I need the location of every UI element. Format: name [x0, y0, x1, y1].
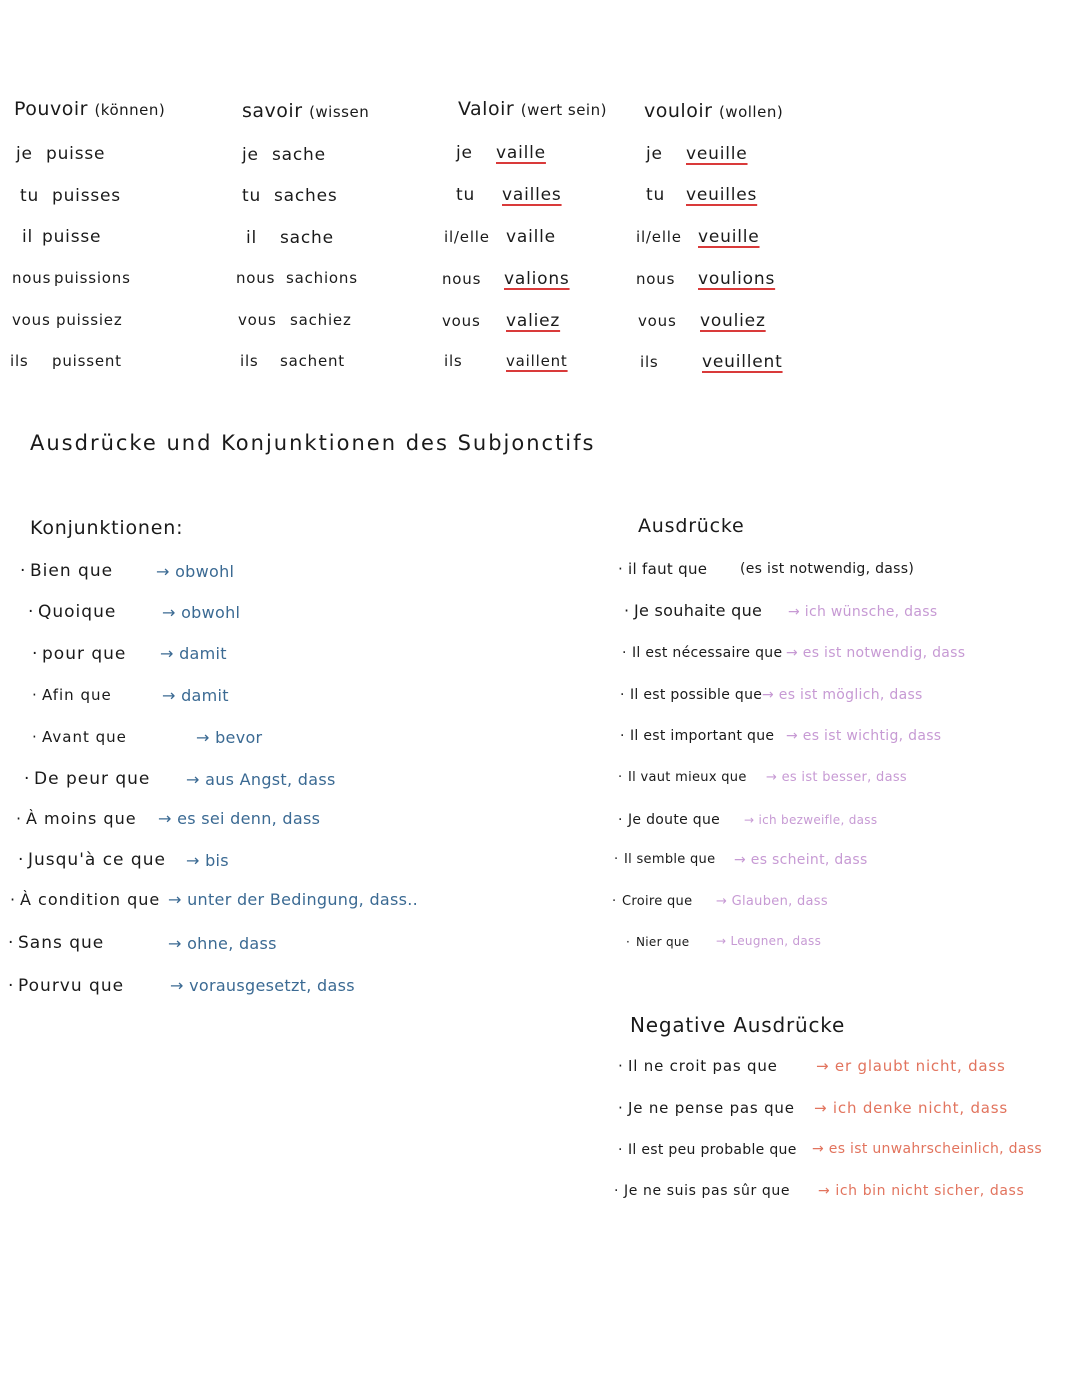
term-text: Il est nécessaire que: [632, 645, 783, 661]
verb-form: vailles: [502, 185, 562, 205]
ausdruck-translation: → es ist notwendig, dass: [786, 645, 966, 661]
konjunktion-translation: → damit: [162, 686, 229, 705]
konjunktionen-title: Konjunktionen:: [30, 517, 184, 539]
verb-title-savoir: [242, 102, 369, 121]
ausdruck-term: · Il semble que: [614, 852, 716, 867]
term-text: Il vaut mieux que: [628, 770, 747, 785]
konjunktion-term: · Avant que: [32, 728, 127, 746]
term-text: Je doute que: [628, 812, 721, 828]
term-text: Il est important que: [630, 728, 775, 744]
konjunktion-term: · Bien que: [20, 561, 114, 581]
konjunktion-translation: → obwohl: [162, 603, 241, 622]
verb-infinitive: Pouvoir: [14, 98, 88, 120]
negative-term: · Il est peu probable que: [618, 1142, 797, 1158]
ausdruck-translation: → es scheint, dass: [734, 852, 868, 868]
conj-vouloir-vous: [638, 313, 766, 330]
negative-translation: → ich denke nicht, dass: [814, 1099, 1009, 1117]
konjunktion-term: · Jusqu'à ce que: [18, 850, 166, 870]
conj-savoir-il: [246, 230, 334, 247]
ausdruck-translation: → ich wünsche, dass: [788, 604, 938, 620]
pronoun: ils: [10, 352, 29, 370]
pronoun: ils: [444, 352, 463, 370]
pronoun: nous: [442, 270, 482, 288]
ausdruck-term: · il faut que: [618, 560, 708, 578]
conj-valoir-nous: [442, 271, 570, 288]
term-text: Il semble que: [624, 852, 716, 867]
ausdruck-term: · Je souhaite que: [624, 601, 763, 620]
konjunktion-term: · Pourvu que: [8, 976, 125, 996]
negative-translation: → er glaubt nicht, dass: [816, 1057, 1006, 1075]
ausdruck-translation: → es ist wichtig, dass: [786, 728, 942, 744]
konjunktion-translation: → damit: [160, 644, 227, 663]
pronoun: je: [456, 143, 473, 163]
konjunktion-term: · À moins que: [16, 809, 137, 828]
ausdruck-term: · Croire que: [612, 894, 693, 909]
verb-form: voulions: [698, 269, 776, 289]
ausdruck-term: · Nier que: [626, 935, 690, 949]
conj-savoir-nous: [236, 271, 358, 286]
negative-term: · Il ne croit pas que: [618, 1057, 778, 1075]
verb-form: sachiez: [290, 311, 352, 329]
pronoun: vous: [12, 311, 51, 329]
term-text: Je ne suis pas sûr que: [624, 1183, 791, 1199]
term-text: À moins que: [26, 809, 137, 828]
pronoun: nous: [12, 269, 52, 287]
conj-vouloir-nous: [636, 271, 775, 288]
conj-vouloir-je: [646, 146, 748, 163]
konjunktion-translation: → ohne, dass: [168, 934, 277, 953]
verb-infinitive: vouloir: [644, 100, 713, 122]
conj-vouloir-tu: [646, 187, 757, 204]
conj-vouloir-il: [636, 229, 760, 246]
verb-infinitive: savoir: [242, 100, 303, 122]
term-text: il faut que: [628, 560, 708, 578]
pronoun: vous: [442, 312, 481, 330]
pronoun: vous: [238, 311, 277, 329]
verb-form: sache: [280, 228, 334, 248]
konjunktion-translation: → bis: [186, 851, 229, 870]
verb-infinitive: Valoir: [458, 98, 515, 120]
term-text: De peur que: [34, 769, 151, 789]
term-text: À condition que: [20, 890, 161, 909]
ausdruck-term: · Je doute que: [618, 812, 721, 828]
conj-pouvoir-tu: [20, 188, 121, 205]
pronoun: nous: [636, 270, 676, 288]
konjunktion-translation: → bevor: [196, 728, 263, 747]
konjunktion-term: · pour que: [32, 644, 127, 664]
ausdruck-term: · Il est possible que: [620, 687, 763, 703]
term-text: Pourvu que: [18, 976, 125, 996]
verb-form: veuille: [698, 227, 760, 247]
conj-pouvoir-il: [22, 229, 101, 246]
negative-term: · Je ne pense pas que: [618, 1099, 795, 1117]
term-text: Je ne pense pas que: [628, 1099, 795, 1117]
term-text: Bien que: [30, 561, 114, 581]
verb-title-pouvoir: [14, 100, 165, 119]
verb-form: veuilles: [686, 185, 758, 205]
verb-form: puisse: [46, 144, 106, 164]
konjunktion-translation: → aus Angst, dass: [186, 770, 336, 789]
pronoun: je: [242, 145, 259, 165]
conj-savoir-ils: [240, 354, 345, 369]
ausdruck-translation: (es ist notwendig, dass): [740, 561, 915, 577]
konjunktion-translation: → vorausgesetzt, dass: [170, 976, 355, 995]
ausdruecke-title: Ausdrücke: [638, 515, 745, 537]
term-text: Il ne croit pas que: [628, 1057, 778, 1075]
ausdruck-translation: → Leugnen, dass: [716, 934, 822, 948]
ausdruck-translation: → ich bezweifle, dass: [744, 813, 878, 827]
pronoun: il: [22, 227, 34, 247]
term-text: pour que: [42, 644, 127, 664]
pronoun: nous: [236, 269, 276, 287]
verb-form: vouliez: [700, 311, 766, 331]
term-text: Il est peu probable que: [628, 1142, 797, 1158]
negative-translation: → es ist unwahrscheinlich, dass: [812, 1141, 1042, 1157]
verb-form: sachent: [280, 352, 345, 370]
pronoun: je: [16, 144, 33, 164]
verb-form: veuillent: [702, 352, 783, 372]
pronoun: tu: [646, 185, 666, 205]
konjunktion-translation: → obwohl: [156, 562, 235, 581]
verb-form: saches: [274, 186, 338, 206]
pronoun: tu: [242, 186, 262, 206]
verb-meaning: (wert sein): [520, 101, 607, 119]
conj-pouvoir-ils: [10, 354, 122, 369]
term-text: Il est possible que: [630, 687, 763, 703]
verb-form: veuille: [686, 144, 748, 164]
conj-vouloir-ils: [640, 354, 783, 371]
term-text: Croire que: [622, 894, 693, 909]
term-text: Afin que: [42, 686, 112, 704]
verb-meaning: (wissen: [309, 103, 370, 121]
verb-form: puissent: [52, 352, 122, 370]
negative-translation: → ich bin nicht sicher, dass: [818, 1183, 1025, 1199]
konjunktion-term: · Quoique: [28, 602, 117, 622]
pronoun: je: [646, 144, 663, 164]
conj-savoir-tu: [242, 188, 338, 205]
verb-form: sache: [272, 145, 326, 165]
pronoun: il/elle: [636, 228, 682, 246]
term-text: Jusqu'à ce que: [28, 850, 166, 870]
conj-pouvoir-vous: [12, 313, 123, 328]
pronoun: vous: [638, 312, 677, 330]
verb-form: vaille: [496, 143, 546, 163]
konjunktion-term: · Afin que: [32, 686, 112, 704]
pronoun: il: [246, 228, 258, 248]
ausdruck-term: · Il est nécessaire que: [622, 645, 783, 661]
term-text: Avant que: [42, 728, 127, 746]
verb-form: vaillent: [506, 352, 568, 370]
ausdruck-translation: → es ist besser, dass: [766, 770, 908, 785]
negative-term: · Je ne suis pas sûr que: [614, 1183, 791, 1199]
verb-form: puisse: [42, 227, 102, 247]
konjunktion-translation: → es sei denn, dass: [158, 809, 321, 828]
page-heading: Ausdrücke und Konjunktionen des Subjonctifs: [30, 431, 596, 455]
ausdruck-translation: → Glauben, dass: [716, 894, 828, 909]
verb-meaning: (wollen): [718, 103, 784, 121]
pronoun: ils: [240, 352, 259, 370]
ausdruck-term: · Il vaut mieux que: [618, 770, 747, 785]
ausdruck-translation: → es ist möglich, dass: [762, 687, 923, 703]
verb-form: valiez: [506, 311, 561, 331]
pronoun: tu: [456, 185, 476, 205]
negative-title: Negative Ausdrücke: [630, 1013, 846, 1037]
konjunktion-term: · À condition que: [10, 890, 161, 909]
konjunktion-translation: → unter der Bedingung, dass..: [168, 890, 419, 909]
pronoun: ils: [640, 353, 659, 371]
conj-valoir-ils: [444, 354, 568, 369]
konjunktion-term: · De peur que: [24, 769, 151, 789]
verb-title-vouloir: [644, 102, 783, 121]
verb-form: puissions: [54, 269, 131, 287]
verb-form: puisses: [52, 186, 121, 206]
term-text: Quoique: [38, 602, 117, 622]
term-text: Je souhaite que: [634, 601, 763, 620]
term-text: Sans que: [18, 933, 105, 953]
pronoun: il/elle: [444, 228, 490, 246]
conj-valoir-il: [444, 229, 556, 246]
conj-valoir-je: [456, 145, 546, 162]
term-text: Nier que: [636, 935, 690, 949]
verb-form: valions: [504, 269, 570, 289]
conj-savoir-vous: [238, 313, 352, 328]
ausdruck-term: · Il est important que: [620, 728, 775, 744]
verb-meaning: (können): [94, 101, 166, 119]
conj-valoir-vous: [442, 313, 560, 330]
verb-form: sachions: [286, 269, 358, 287]
verb-form: puissiez: [56, 311, 123, 329]
verb-form: vaille: [506, 227, 556, 247]
pronoun: tu: [20, 186, 40, 206]
conj-valoir-tu: [456, 187, 562, 204]
conj-pouvoir-je: [16, 146, 105, 163]
konjunktion-term: · Sans que: [8, 933, 105, 953]
conj-pouvoir-nous: [12, 271, 131, 286]
conj-savoir-je: [242, 147, 326, 164]
verb-title-valoir: [458, 100, 607, 119]
